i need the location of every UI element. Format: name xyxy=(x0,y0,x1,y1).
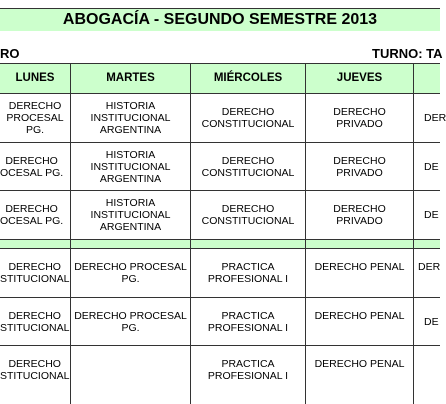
cell-jueves: DERECHO PRIVADO xyxy=(333,106,386,130)
cell-viernes: DE xyxy=(424,315,439,328)
shift-label: TURNO: TA xyxy=(372,46,443,61)
header-miercoles: MIÉRCOLES xyxy=(213,72,283,84)
cell-lunes: DERECHO OCESAL PG. xyxy=(0,203,64,227)
cell-viernes: DE xyxy=(424,160,439,173)
cell-martes: DERECHO PROCESAL PG. xyxy=(74,261,187,285)
cell-viernes: DE xyxy=(424,209,439,221)
cell-lunes: DERECHO STITUCIONAL xyxy=(0,309,70,334)
block-separator xyxy=(0,239,440,248)
cell-viernes: DER xyxy=(424,112,446,124)
cell-lunes: DERECHO STITUCIONAL xyxy=(0,261,70,285)
cell-martes: HISTORIA INSTITUCIONAL ARGENTINA xyxy=(90,100,171,136)
cell-martes: HISTORIA INSTITUCIONAL ARGENTINA xyxy=(90,148,171,185)
cell-miercoles: DERECHO CONSTITUCIONAL xyxy=(201,106,295,130)
cell-miercoles: PRACTICA PROFESIONAL I xyxy=(207,261,289,285)
cell-viernes xyxy=(414,346,440,394)
grid-line xyxy=(0,63,440,64)
cell-viernes: DER xyxy=(418,261,441,273)
grid-line xyxy=(0,239,440,240)
cell-jueves: DERECHO PENAL xyxy=(314,358,405,370)
page-title: ABOGACÍA - SEGUNDO SEMESTRE 2013 xyxy=(62,11,378,28)
cell-lunes: DERECHO OCESAL PG. xyxy=(0,154,64,179)
cell-miercoles: PRACTICA PROFESIONAL I xyxy=(207,358,289,382)
cell-martes: HISTORIA INSTITUCIONAL ARGENTINA xyxy=(90,197,171,233)
cell-jueves: DERECHO PENAL xyxy=(314,310,405,322)
cell-jueves: DERECHO PRIVADO xyxy=(333,154,386,179)
cell-jueves: DERECHO PRIVADO xyxy=(333,203,386,227)
cell-jueves: DERECHO PENAL xyxy=(314,261,405,273)
header-jueves: JUEVES xyxy=(336,72,383,84)
header-lunes: LUNES xyxy=(15,72,55,84)
cell-martes: DERECHO PROCESAL PG. xyxy=(74,310,187,334)
subheader-left: RO xyxy=(0,46,20,61)
header-martes: MARTES xyxy=(106,72,155,84)
cell-miercoles: PRACTICA PROFESIONAL I xyxy=(207,309,289,334)
cell-miercoles: DERECHO CONSTITUCIONAL xyxy=(201,154,295,179)
cell-miercoles: DERECHO CONSTITUCIONAL xyxy=(201,203,295,227)
cell-lunes: DERECHO STITUCIONAL xyxy=(0,358,70,382)
cell-lunes: DERECHO PROCESAL PG. xyxy=(6,100,64,136)
cell-martes xyxy=(71,346,190,394)
